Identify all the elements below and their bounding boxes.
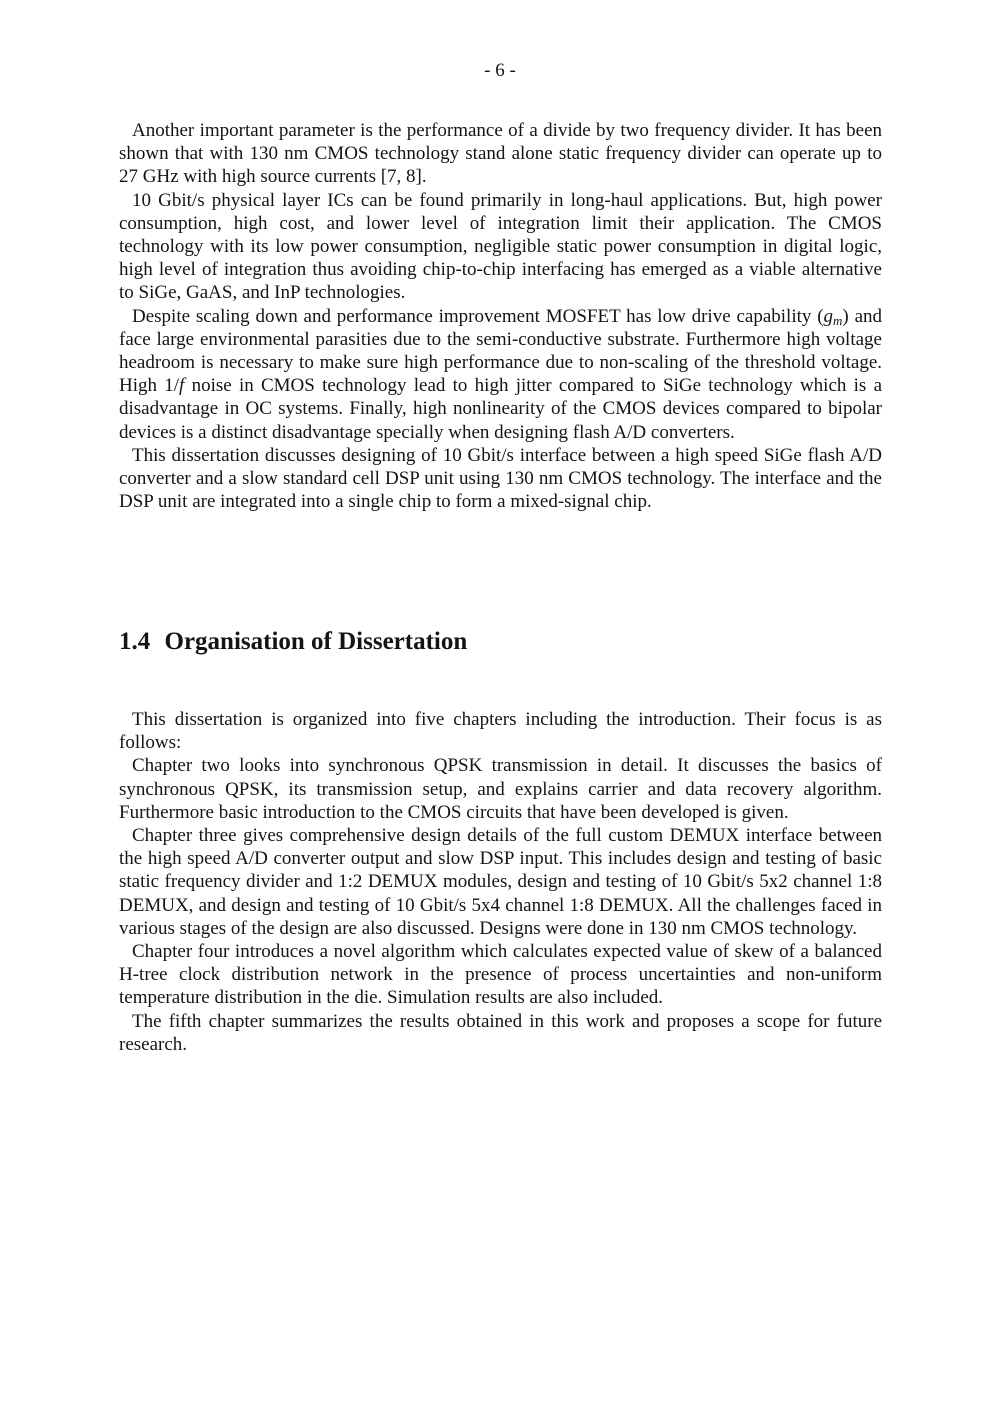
paragraph-physical-layer-ics: 10 Gbit/s physical layer ICs can be found primarily in long-haul applications. But, high power consumption, high cost, and lower level of integration limit their application. The CMOS technology with its low power consumption, negligible static power consumption in digital logic, high level of integration thus avoiding chip-to-chip interfacing has emerged as a viable alternative to SiGe, GaAS, and InP technologies. — [119, 189, 882, 304]
paragraph-mosfet-limitations — [119, 305, 882, 444]
intro-text-block — [119, 119, 882, 513]
paragraph-mosfet-text-start: Despite scaling down and performance improvement MOSFET has low drive capability ( — [132, 305, 824, 327]
f-symbol: f — [179, 375, 185, 397]
section-heading — [119, 626, 467, 658]
paragraph-chapter-five: The fifth chapter summarizes the results obtained in this work and proposes a scope for future research. — [119, 1010, 882, 1055]
paragraph-chapter-four: Chapter four introduces a novel algorithm which calculates expected value of skew of a balanced H-tree clock distribution network in the presence of process uncertainties and non-uniform temperature distribution in the die. Simulation results are also included. — [119, 941, 882, 1009]
section-number: 1.4 — [119, 628, 151, 655]
paragraph-mosfet-text-end: noise in CMOS technology lead to high jitter compared to SiGe technology which is a disadvantage in OC systems. Finally, high nonlinearity of the CMOS devices compared to bipolar devices is a distinct disadvantage specially when designing flash A/D converters. — [119, 375, 883, 443]
gm-symbol — [824, 306, 843, 327]
section-title: Organisation of Dissertation — [164, 628, 468, 655]
paragraph-chapter-three: Chapter three gives comprehensive design details of the full custom DEMUX interface between the high speed A/D converter output and slow DSP input. This includes design and testing of basic static frequency divider and 1:2 DEMUX modules, design and testing of 10 Gbit/s 5x2 channel 1:8 DEMUX, and design and testing of 10 Gbit/s 5x4 channel 1:8 DEMUX. All the challenges faced in various stages of the design are also discussed. Designs were done in 130 nm CMOS technology. — [119, 825, 882, 939]
paragraph-dissertation-scope: This dissertation discusses designing of 10 Gbit/s interface between a high speed SiGe flash A/D converter and a slow standard cell DSP unit using 130 nm CMOS technology. The interface and the DSP unit are integrated into a single chip to form a mixed-signal chip. — [119, 444, 882, 513]
organisation-text-block — [119, 708, 882, 1056]
gm-symbol-base: g — [823, 305, 834, 327]
paragraph-frequency-divider: Another important parameter is the performance of a divide by two frequency divider. It has been shown that with 130 nm CMOS technology stand alone static frequency divider can operate up to 27 GHz with high source currents [7, 8]. — [119, 120, 882, 188]
paragraph-mosfet-text-middle: ) and face large environmental parasities due to the semi-conductive substrate. Furthermore high voltage headroom is necessary to make sure high performance due to non-scaling of the threshold voltage. High 1/ — [119, 305, 882, 397]
page-number: - 6 - — [484, 60, 516, 81]
gm-symbol-subscript: m — [833, 312, 843, 328]
paragraph-chapter-two: Chapter two looks into synchronous QPSK transmission in detail. It discusses the basics of synchronous QPSK, its transmission setup, and explains carrier and data recovery algorithm. Furthermore basic introduction to the CMOS circuits that have been developed is given. — [119, 755, 882, 823]
paragraph-chapter-overview: This dissertation is organized into five chapters including the introduction. Their focus is as follows: — [119, 709, 882, 754]
